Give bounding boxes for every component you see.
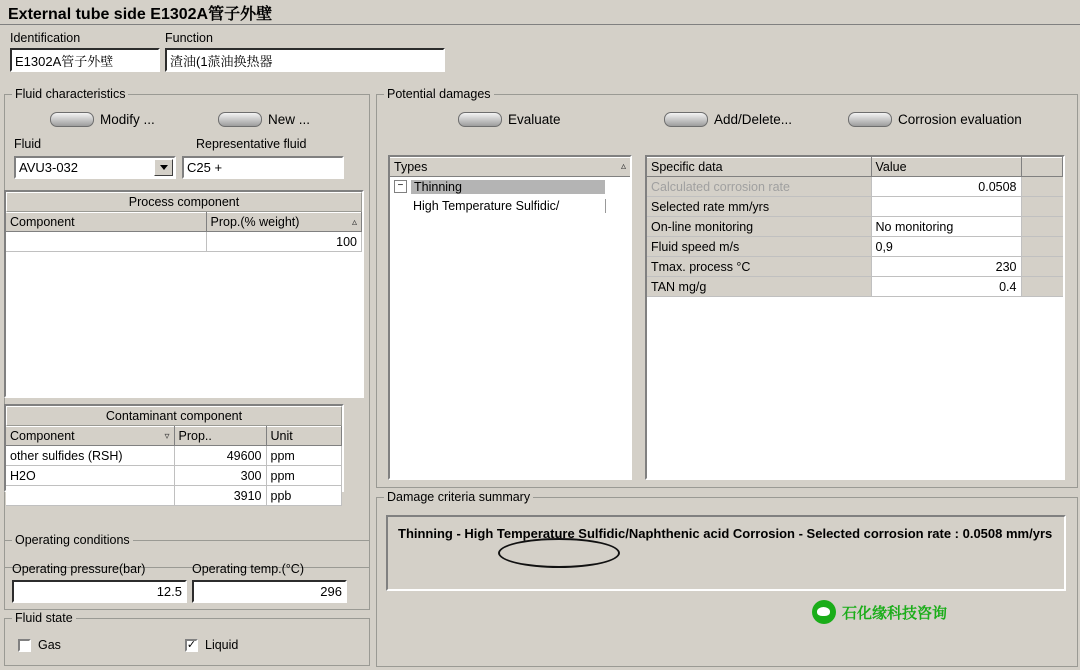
- modify-label: Modify ...: [100, 112, 155, 127]
- add-delete-button[interactable]: [664, 112, 792, 127]
- new-label: New ...: [268, 112, 311, 127]
- table-row[interactable]: [647, 237, 1063, 257]
- specific-data-table: [647, 157, 1063, 297]
- table-row[interactable]: [6, 446, 342, 466]
- cell-spacer: [1021, 197, 1063, 217]
- corrosion-evaluation-button[interactable]: [848, 112, 1022, 127]
- cell-value: 230: [871, 257, 1021, 277]
- fluid-state-legend: Fluid state: [12, 611, 76, 625]
- function-value: 渣油(1蒎油换热器: [170, 53, 273, 69]
- table-row[interactable]: [647, 197, 1063, 217]
- process-component-grid[interactable]: [4, 190, 364, 398]
- corrosion-evaluation-icon: [848, 112, 892, 127]
- col-process-prop[interactable]: [206, 213, 362, 232]
- types-column-header[interactable]: [390, 157, 630, 177]
- fluid-value: AVU3-032: [19, 160, 79, 175]
- col-contaminant-unit[interactable]: Unit: [266, 427, 342, 446]
- liquid-label: Liquid: [205, 638, 239, 652]
- cell-name: On-line monitoring: [647, 217, 871, 237]
- cell-component: H2O: [6, 466, 174, 486]
- identification-input[interactable]: [10, 48, 160, 72]
- col-process-prop-label: Prop.(% weight): [210, 215, 300, 229]
- evaluate-button[interactable]: [458, 112, 561, 127]
- table-row[interactable]: [647, 177, 1063, 197]
- col-process-component[interactable]: Component: [6, 213, 206, 232]
- col-contaminant-component[interactable]: [6, 427, 174, 446]
- potential-damages-legend: Potential damages: [384, 87, 494, 101]
- operating-pressure-label-wrap: [12, 561, 145, 576]
- identification-label: Identification: [10, 31, 81, 45]
- sort-ascending-icon: ▵: [351, 217, 357, 228]
- fluid-characteristics-legend: Fluid characteristics: [12, 87, 128, 101]
- fluid-label: Fluid: [14, 137, 42, 151]
- checkbox-checked-icon: ✓: [186, 638, 197, 651]
- types-header-label: Types: [394, 160, 428, 174]
- cell-name: TAN mg/g: [647, 277, 871, 297]
- contaminant-component-grid[interactable]: [4, 404, 344, 503]
- cell-unit: ppm: [266, 466, 342, 486]
- representative-fluid-input[interactable]: [182, 156, 344, 179]
- col-spacer: [1021, 158, 1063, 177]
- operating-pressure-label: Operating pressure(bar): [12, 562, 146, 576]
- table-row[interactable]: [647, 257, 1063, 277]
- modify-button[interactable]: [50, 112, 155, 127]
- new-button[interactable]: [218, 112, 310, 127]
- wechat-icon: [812, 600, 836, 624]
- cell-spacer: [1021, 237, 1063, 257]
- operating-pressure-input[interactable]: [12, 580, 187, 603]
- representative-fluid-label: Representative fluid: [196, 137, 307, 151]
- checkbox-icon: [18, 639, 31, 652]
- tree-item-thinning[interactable]: [390, 177, 630, 196]
- operating-conditions-legend: Operating conditions: [12, 533, 133, 547]
- table-header-row: [6, 213, 362, 232]
- modify-icon: [50, 112, 94, 127]
- damage-criteria-summary-text: Thinning - High Temperature Sulfidic/Naphthenic acid Corrosion - Selected corrosion rate : 0.0508 mm/yrs: [398, 526, 1053, 541]
- table-header-row: [647, 158, 1063, 177]
- cell-spacer: [1021, 177, 1063, 197]
- table-row[interactable]: [6, 466, 342, 486]
- table-row[interactable]: [6, 232, 362, 252]
- cell-spacer: [1021, 277, 1063, 297]
- cell-value: No monitoring: [871, 217, 1021, 237]
- cell-value: 0.4: [871, 277, 1021, 297]
- add-delete-icon: [664, 112, 708, 127]
- damage-criteria-summary-text-box: [386, 515, 1066, 591]
- damage-criteria-summary-legend: Damage criteria summary: [384, 490, 533, 504]
- operating-temp-label-wrap: [192, 561, 304, 576]
- operating-temp-input[interactable]: [192, 580, 347, 603]
- cell-prop: 100: [206, 232, 362, 252]
- tree-item-high-temp-sulfidic-label: High Temperature Sulfidic/: [413, 199, 606, 213]
- evaluate-label: Evaluate: [508, 112, 561, 127]
- col-contaminant-component-label: Component: [10, 429, 75, 443]
- process-component-table: [6, 212, 362, 252]
- identification-label-wrap: [10, 30, 80, 45]
- cell-component: C25+: [6, 232, 206, 252]
- col-contaminant-prop[interactable]: Prop..: [174, 427, 266, 446]
- cell-spacer: [1021, 257, 1063, 277]
- tree-item-high-temp-sulfidic[interactable]: [390, 196, 630, 215]
- cell-component: other sulfides (RSH): [6, 446, 174, 466]
- cell-name: Fluid speed m/s: [647, 237, 871, 257]
- chevron-down-icon[interactable]: [154, 159, 173, 176]
- cell-prop: 300: [174, 466, 266, 486]
- gas-checkbox[interactable]: [18, 638, 61, 652]
- cell-component: Cl-: [6, 486, 174, 506]
- fluid-combo[interactable]: [14, 156, 176, 179]
- liquid-checkbox[interactable]: [185, 638, 238, 652]
- window-title-bar: [0, 0, 1080, 25]
- cell-name: Tmax. process °C: [647, 257, 871, 277]
- cell-unit: ppm: [266, 446, 342, 466]
- operating-pressure-value: 12.5: [156, 584, 182, 599]
- col-value[interactable]: Value: [871, 158, 1021, 177]
- corrosion-evaluation-label: Corrosion evaluation: [898, 112, 1022, 127]
- table-row[interactable]: [647, 217, 1063, 237]
- cell-prop: 3910: [174, 486, 266, 506]
- tree-item-thinning-label: Thinning: [411, 180, 605, 194]
- function-input[interactable]: [165, 48, 445, 72]
- col-specific-data[interactable]: Specific data: [647, 158, 871, 177]
- contaminant-component-caption: Contaminant component: [6, 406, 342, 426]
- operating-temp-value: 296: [320, 584, 342, 599]
- process-component-caption: Process component: [6, 192, 362, 212]
- representative-fluid-label-wrap: [196, 136, 306, 151]
- watermark: [812, 600, 947, 624]
- collapse-icon[interactable]: −: [394, 180, 407, 193]
- watermark-text: 石化缘科技咨询: [842, 604, 948, 622]
- cell-unit: ppb: [266, 486, 342, 506]
- gas-label: Gas: [38, 638, 61, 652]
- new-icon: [218, 112, 262, 127]
- table-header-row: [6, 427, 342, 446]
- representative-fluid-value: C25 +: [187, 160, 223, 175]
- add-delete-label: Add/Delete...: [714, 112, 793, 127]
- cell-value: 0,9: [871, 237, 1021, 257]
- damage-types-tree[interactable]: [388, 155, 632, 480]
- cell-name: Calculated corrosion rate: [647, 177, 871, 197]
- table-row[interactable]: [6, 486, 342, 506]
- cell-prop: 49600: [174, 446, 266, 466]
- table-row[interactable]: [647, 277, 1063, 297]
- evaluate-icon: [458, 112, 502, 127]
- cell-spacer: [1021, 217, 1063, 237]
- cell-name: Selected rate mm/yrs: [647, 197, 871, 217]
- window-title: External tube side E1302A管子外壁: [8, 5, 273, 23]
- contaminant-component-table: [6, 426, 342, 506]
- function-label: Function: [165, 31, 213, 45]
- identification-value: E1302A管子外壁: [15, 53, 114, 69]
- operating-temp-label: Operating temp.(°C): [192, 562, 304, 576]
- sort-descending-icon: ▿: [164, 431, 170, 442]
- function-label-wrap: [165, 30, 213, 45]
- cell-value: [871, 197, 1021, 217]
- specific-data-grid[interactable]: [645, 155, 1065, 480]
- cell-value: 0.0508: [871, 177, 1021, 197]
- fluid-label-wrap: [14, 136, 41, 151]
- sort-ascending-icon: ▵: [620, 161, 626, 172]
